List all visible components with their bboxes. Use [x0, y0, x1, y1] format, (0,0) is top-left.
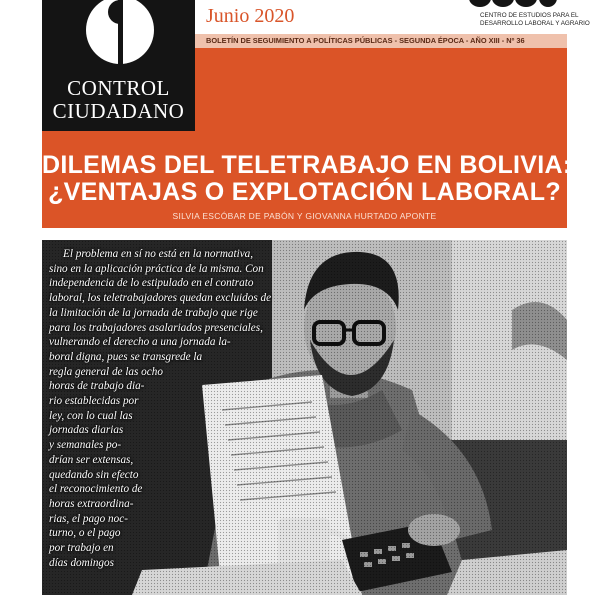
article-line: turno, o el pago [49, 527, 121, 540]
article-line: boral digna, pues se transgrede la [49, 350, 203, 363]
cedla-logo-icon [466, 0, 558, 12]
org-name: CENTRO DE ESTUDIOS PARA EL DESARROLLO LABORAL Y AGRARIO [480, 12, 590, 27]
article-line: para los trabajadores asalariados presenciales, [49, 321, 263, 334]
logo-text-ciudadano: CIUDADANO [52, 99, 185, 123]
article-line: El problema en sí no está en la normativa, [63, 248, 254, 260]
article-line: drían ser extensas, [49, 453, 134, 466]
bulletin-line: BOLETÍN DE SEGUIMIENTO A POLÍTICAS PÚBLICAS - SEGUNDA ÉPOCA - AÑO XIII - Nº 36 [206, 36, 525, 45]
article-line: laboral, los teletrabajadores quedan excluidos de [49, 292, 272, 305]
article-line: sino en la aplicación práctica de la misma. Con [49, 262, 264, 275]
headline-line-2: ¿VENTAJAS O EXPLOTACIÓN LABORAL? [48, 178, 561, 206]
control-ciudadano-logo [42, 0, 195, 131]
article-line: por trabajo en [49, 542, 114, 555]
article-line: días domingos [49, 556, 114, 569]
logo-text-control: CONTROL [67, 76, 170, 100]
header-band [195, 34, 567, 131]
article-line: regla general de las ocho [49, 365, 163, 378]
headline-line-1: DILEMAS DEL TELETRABAJO EN BOLIVIA: [42, 151, 572, 179]
article-line: rio establecidas por [49, 395, 139, 408]
article-line: la limitación de la jornada de trabajo que rige [49, 306, 258, 319]
article-line: independencia de lo estipulado en el contrato [49, 277, 254, 290]
article-line: quedando sin efecto [49, 468, 139, 481]
article-line: el reconocimiento de [49, 483, 143, 496]
article-line: jornadas diarias [49, 424, 124, 437]
article-authors: SILVIA ESCÓBAR DE PABÓN Y GIOVANNA HURTADO APONTE [172, 211, 437, 221]
article-lede [49, 247, 285, 570]
article-line: rias, el pago noc- [49, 512, 128, 525]
article-line: horas de trabajo dia- [49, 380, 145, 393]
issue-date: Junio 2020 [206, 5, 295, 27]
article-line: horas extraordina- [49, 497, 134, 510]
article-line: y semanales po- [49, 439, 122, 452]
logo-mark-icon [84, 0, 156, 82]
article-line: ley, con lo cual las [49, 409, 133, 422]
article-line: vulnerando el derecho a una jornada la- [49, 336, 231, 349]
